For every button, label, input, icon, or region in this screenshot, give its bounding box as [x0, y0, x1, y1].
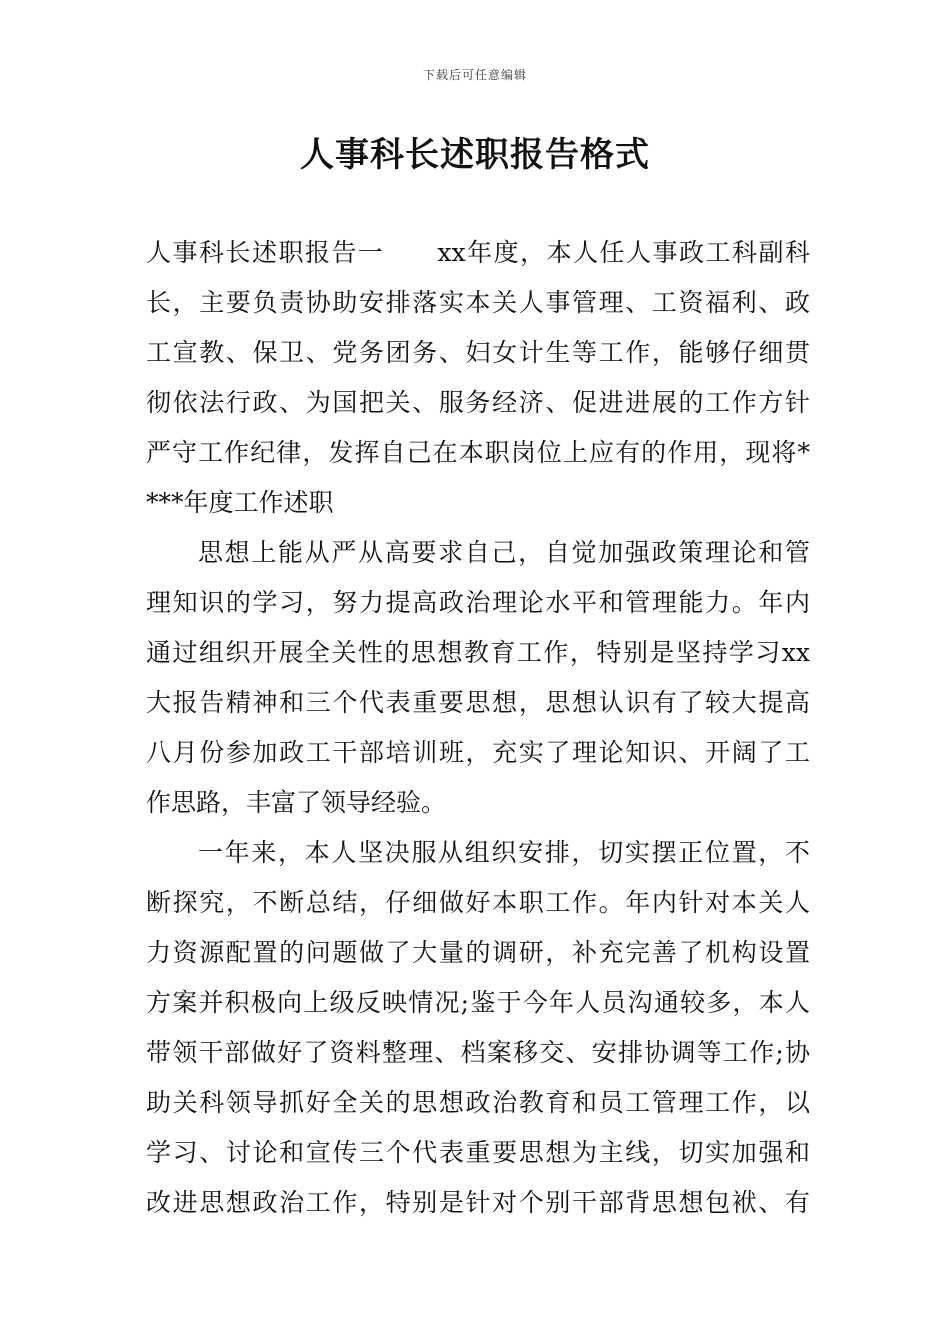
body-line: 方案并积极向上级反映情况;鉴于今年人员沟通较多，本人 [146, 988, 810, 1017]
body-line: 人事科长述职报告一 xx年度，本人任人事政工科副科 [146, 238, 810, 267]
body-line: 断探究，不断总结，仔细做好本职工作。年内针对本关人 [146, 888, 810, 917]
body-line: 带领干部做好了资料整理、档案移交、安排协调等工作;协 [146, 1038, 810, 1067]
header-note: 下载后可任意编辑 [422, 68, 527, 82]
body-line: 学习、讨论和宣传三个代表重要思想为主线，切实加强和 [146, 1138, 810, 1167]
body-line: 严守工作纪律，发挥自己在本职岗位上应有的作用，现将* [146, 438, 810, 467]
document-body [146, 228, 810, 1228]
body-line: 八月份参加政工干部培训班，充实了理论知识、开阔了工 [146, 738, 810, 767]
body-line: 力资源配置的问题做了大量的调研，补充完善了机构设置 [146, 938, 810, 967]
body-line: 工宣教、保卫、党务团务、妇女计生等工作，能够仔细贯 [146, 338, 810, 367]
body-line: 助关科领导抓好全关的思想政治教育和员工管理工作，以 [146, 1088, 810, 1117]
paragraph-start-line: 思想上能从严从高要求自己，自觉加强政策理论和管 [198, 538, 810, 567]
body-line: 大报告精神和三个代表重要思想，思想认识有了较大提高 [146, 688, 810, 717]
document-title: 人事科长述职报告格式 [300, 135, 650, 175]
paragraph-start-line: 一年来，本人坚决服从组织安排，切实摆正位置，不 [198, 838, 810, 867]
body-line: 改进思想政治工作，特别是针对个别干部背思想包袱、有 [146, 1188, 810, 1217]
body-line: 作思路，丰富了领导经验。 [146, 788, 447, 817]
body-line: 理知识的学习，努力提高政治理论水平和管理能力。年内 [146, 588, 810, 617]
body-line: 通过组织开展全关性的思想教育工作，特别是坚持学习xx [146, 638, 810, 667]
body-line: 长，主要负责协助安排落实本关人事管理、工资福利、政 [146, 288, 810, 317]
body-line: 彻依法行政、为国把关、服务经济、促进进展的工作方针 [146, 388, 810, 417]
body-line: ***年度工作述职 [146, 488, 334, 517]
